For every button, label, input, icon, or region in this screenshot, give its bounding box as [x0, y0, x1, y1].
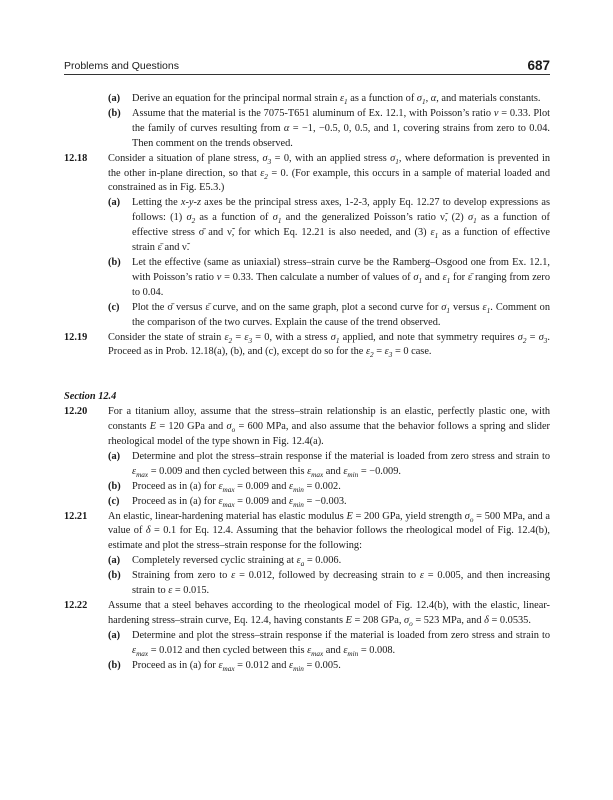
continued-problem-parts	[64, 92, 550, 152]
problem-number: 12.19	[64, 331, 88, 343]
problem	[64, 405, 550, 509]
part-label: (a)	[108, 450, 121, 462]
problem-part	[64, 554, 550, 569]
header-rule	[64, 74, 550, 75]
problem-text: Consider the state of strain $\varepsilon_2 = \varepsilon_3 = 0$, with a stress $\sigma_1$ applied, and note that symmetry requires $\sigma_2 = \sigma_3$. Proceed as in Prob. 12.18(a), (b), and (c), except do so for the $\varepsilon_2 = \varepsilon_3 = 0$ case.	[108, 331, 551, 360]
page-number: 687	[527, 58, 550, 73]
part-text: Derive an equation for the principal normal strain $\varepsilon_1$ as a function of $\sigma_1$, α, and materials constants.	[132, 93, 541, 107]
part-text: Proceed as in (a) for $\varepsilon_{max} = 0.009$ and $\varepsilon_{min} = -0.003$.	[132, 495, 347, 509]
problem	[64, 331, 550, 361]
part-label: (b)	[108, 659, 121, 671]
part-text: Let the effective (same as uniaxial) stress–strain curve be the Ramberg–Osgood one from Ex. 12.1, with Poisson’s ratio ν = 0.33. Then calculate a number of values of $\sigma_1$ and $\varepsilon_1$ for ε̄ ranging from zero to 0.04.	[132, 256, 550, 298]
part-label: (a)	[108, 629, 121, 641]
part-text: Proceed as in (a) for $\varepsilon_{max} = 0.009$ and $\varepsilon_{min} = 0.002$.	[132, 480, 341, 494]
part-label: (a)	[108, 555, 121, 567]
problem-part	[64, 569, 550, 599]
problem	[64, 152, 550, 331]
problem-part	[64, 659, 550, 674]
part-label: (c)	[108, 495, 120, 507]
section-heading: Section 12.4	[64, 391, 117, 403]
part-label: (b)	[108, 570, 121, 582]
problem-text: Consider a situation of plane stress, $\sigma_3 = 0$, with an applied stress $\sigma_1$, where deformation is prevented in the other in-plane direction, so that $\varepsilon_2 = 0$. (For example, this occurs in a sample of material loaded and constrained as in Fig. E5.3.)	[108, 152, 550, 194]
problem-number: 12.20	[64, 406, 88, 418]
problem-statement	[64, 331, 550, 361]
part-text: Plot the σ̄ versus ε̄ curve, and on the same graph, plot a second curve for $\sigma_1$ versus $\varepsilon_1$. Comment on the comparison of the two curves. Explain the cause of the trend observed.	[132, 301, 550, 328]
problem-text: For a titanium alloy, assume that the stress–strain relationship is an elastic, perfectly plastic one, with constants E = 120 GPa and $\sigma_o = 600$ MPa, and also assume that the behavior follows a spring and slider rheological model of the type shown in Fig. 12.4(a).	[108, 406, 550, 448]
problem	[64, 599, 550, 674]
problem-part	[64, 301, 550, 331]
problem-group-section-12-3	[64, 152, 550, 361]
problem-statement	[64, 510, 550, 555]
problem-part	[64, 450, 550, 480]
part-label: (a)	[108, 93, 121, 104]
problem-statement	[64, 599, 550, 629]
problem-text: Assume that a steel behaves according to the rheological model of Fig. 12.4(b), with the elastic, linear-hardening stress–strain curve, Eq. 12.4, having constants E = 208 GPa, $\sigma_o = 523$ MPa, and δ = 0.0535.	[108, 600, 550, 628]
problem	[64, 510, 550, 599]
part-label: (b)	[108, 107, 121, 119]
problem-number: 12.22	[64, 600, 88, 611]
page-body	[64, 92, 550, 674]
problem-group-section-12-4	[64, 405, 550, 673]
problem-part	[64, 480, 550, 495]
part-text: Straining from zero to ε = 0.012, followed by decreasing strain to ε = 0.005, and then increasing strain to ε = 0.015.	[132, 570, 550, 597]
problem-part	[64, 92, 550, 107]
problem-part	[64, 196, 550, 256]
part-label: (b)	[108, 480, 121, 492]
part-text: Assume that the material is the 7075-T651 aluminum of Ex. 12.1, with Poisson’s ratio ν = 0.33. Plot the family of curves resulting from α = −1, −0.5, 0, 0.5, and 1, covering strains from zero to 0.04. Then comment on the trends observed.	[132, 107, 550, 149]
problem-number: 12.18	[64, 152, 88, 164]
problem-part	[64, 495, 550, 510]
part-label: (a)	[108, 197, 121, 209]
problem-statement	[64, 152, 550, 197]
problem-number: 12.21	[64, 510, 88, 522]
part-text: Determine and plot the stress–strain response if the material is loaded from zero stress and strain to $\varepsilon_{max} = 0.012$ and then cycled between this $\varepsilon_{max}$ and $\varepsilon_{min} = 0.008$.	[132, 629, 550, 658]
part-text: Letting the x-y-z axes be the principal stress axes, 1-2-3, apply Eq. 12.27 to develop expressions as follows: (1) $\sigma_2$ as a function of $\sigma_1$ and the generalized Poisson’s ratio ν̃, (2) $\sigma_1$ as a function of effective stress σ̄ and ν̃, for which Eq. 12.21 is also needed, and (3) $\varepsilon_1$ as a function of effective strain ε̄ and ν̃.	[132, 197, 551, 254]
running-title: Problems and Questions	[64, 60, 179, 72]
part-text: Completely reversed cyclic straining at $\varepsilon_a = 0.006$.	[132, 555, 342, 569]
problem-part	[64, 256, 550, 301]
part-text: Proceed as in (a) for $\varepsilon_{max} = 0.012$ and $\varepsilon_{min} = 0.005$.	[132, 659, 341, 673]
problem-statement	[64, 405, 550, 450]
part-label: (b)	[108, 256, 121, 268]
problem-text: An elastic, linear-hardening material has elastic modulus E = 200 GPa, yield strength $\sigma_o = 500$ MPa, and a value of δ = 0.1 for Eq. 12.4. Assuming that the behavior follows the rheological model of Fig. 12.4(b), estimate and plot the stress–strain response for the following:	[108, 510, 550, 552]
part-text: Determine and plot the stress–strain response if the material is loaded from zero stress and strain to $\varepsilon_{max} = 0.009$ and then cycled between this $\varepsilon_{max}$ and $\varepsilon_{min} = -0.009$.	[132, 450, 550, 479]
problem-part	[64, 629, 550, 659]
part-label: (c)	[108, 301, 120, 313]
problem-part	[64, 107, 550, 152]
